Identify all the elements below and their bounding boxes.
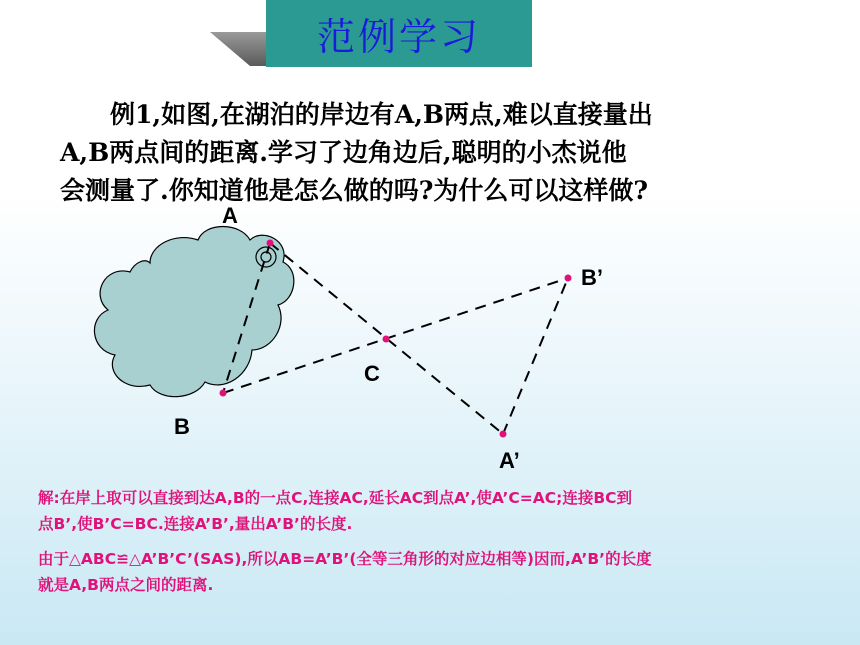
point-b-prime (565, 275, 572, 282)
problem-line: 例1,如图,在湖泊的岸边有A,B两点,难以直接量出 (110, 100, 653, 129)
label-a: A (222, 203, 238, 228)
point-c (383, 336, 390, 343)
solution-paragraph-2 (38, 546, 848, 598)
solution-line: 就是A,B两点之间的距离. (38, 576, 214, 594)
point-a (267, 240, 274, 247)
problem-line: 会测量了.你知道他是怎么做的吗?为什么可以这样做? (60, 176, 649, 205)
label-b-prime: B’ (581, 265, 603, 290)
solution-paragraph-1 (38, 485, 848, 537)
solution-line: 点B’,使B’C=BC.连接A’B’,量出A’B’的长度. (38, 515, 353, 533)
problem-line: A,B两点间的距离.学习了边角边后,聪明的小杰说他 (60, 138, 627, 167)
segment-aprime-bprime (503, 278, 568, 434)
label-c: C (364, 361, 380, 386)
solution-line: 由于△ABC≌△A’B’C’(SAS),所以AB=A’B’(全等三角形的对应边相等)因而,A’B’的长度 (38, 550, 652, 568)
label-a-prime: A’ (499, 448, 520, 473)
label-b: B (174, 414, 190, 439)
point-b (220, 390, 227, 397)
page-title: 范例学习 (316, 15, 481, 59)
solution-line: 解:在岸上取可以直接到达A,B的一点C,连接AC,延长AC到点A’,使A’C=AC;连接BC到 (38, 489, 633, 507)
point-a-prime (500, 431, 507, 438)
